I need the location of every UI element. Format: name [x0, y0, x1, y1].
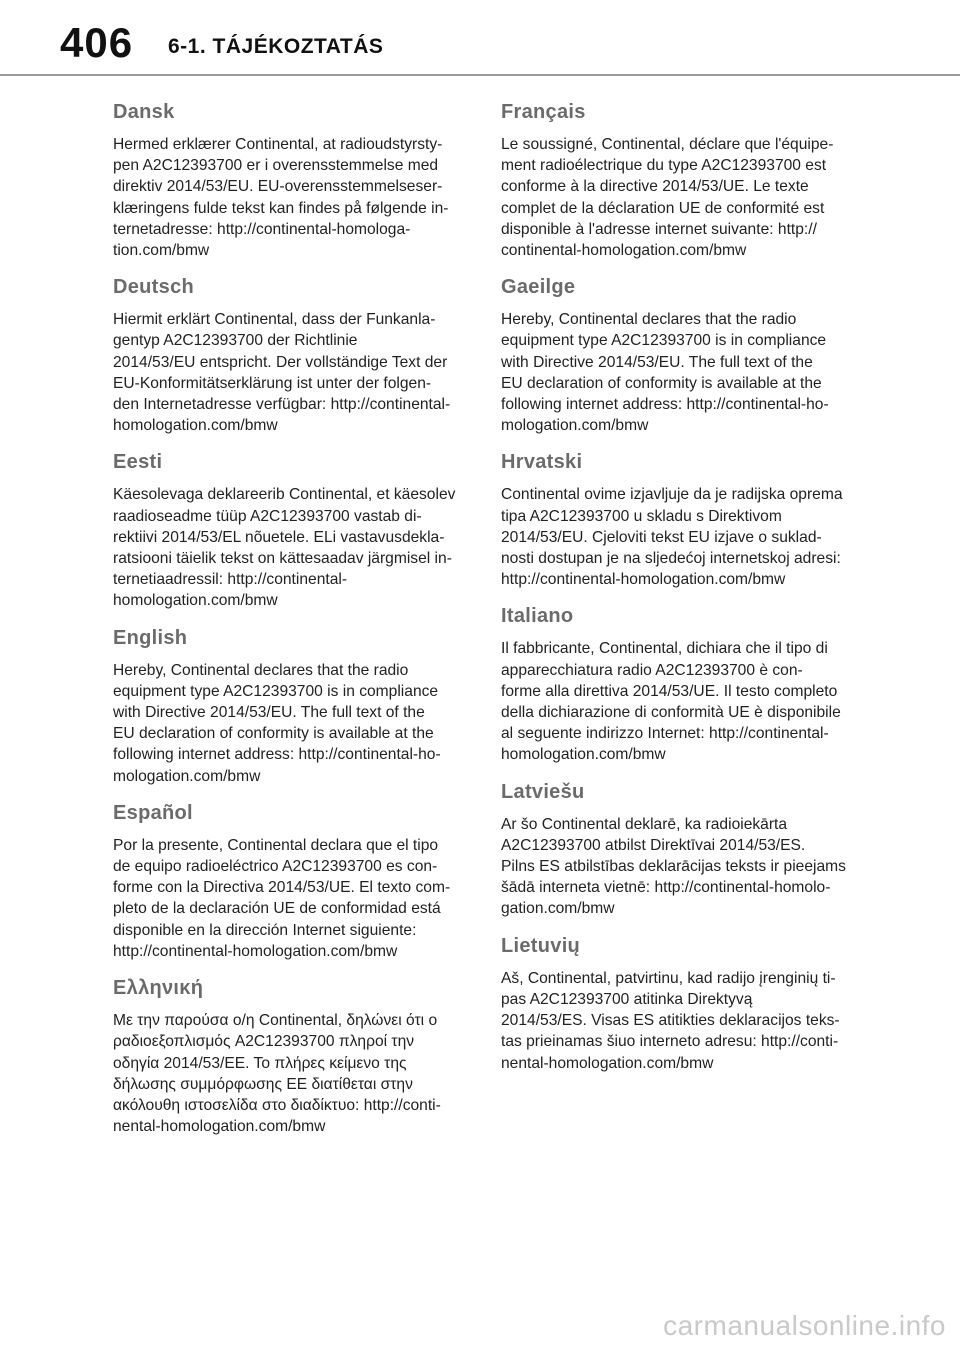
- lang-block-lietuviu: [501, 934, 853, 1074]
- section-title: 6-1. TÁJÉKOZTATÁS: [168, 35, 384, 58]
- lang-heading: Hrvatski: [501, 451, 583, 474]
- watermark: carmanualsonline.info: [663, 1310, 946, 1341]
- lang-text: Il fabbricante, Continental, dichiara che il tipo di apparecchiatura radio A2C12393700 è con- forme alla direttiva 2014/53/UE. Il testo completo della dichiarazione di conformità UE è disponibile al seguente indirizzo Internet: http://continental- homologation.com/bmw: [501, 640, 841, 764]
- lang-text: Le soussigné, Continental, déclare que l'équipe- ment radioélectrique du type A2C12393700 est conforme à la directive 2014/53/UE. Le texte complet de la déclaration UE de conformité est disponible à l'adresse internet suivante: http:// continental-homologation.com/bmw: [501, 136, 834, 260]
- lang-heading: Eesti: [113, 451, 163, 474]
- lang-heading: Français: [501, 101, 586, 123]
- lang-block-dansk: [113, 100, 465, 261]
- lang-text: Hereby, Continental declares that the radio equipment type A2C12393700 is in compliance with Directive 2014/53/EU. The full text of the EU declaration of conformity is available at the following internet address: http://continental-ho- mologation.com/bmw: [501, 311, 829, 435]
- lang-text: Käesolevaga deklareerib Continental, et käesolev raadioseadme tüüp A2C12393700 vastab di- rektiivi 2014/53/EL nõuetele. ELi vastavusdekla- ratsiooni täielik tekst on kättesaadav järgmisel in- ternetiaadressil: http://continental- homologation.com/bmw: [113, 486, 456, 610]
- lang-text: Por la presente, Continental declara que el tipo de equipo radioeléctrico A2C12393700 es con- forme con la Directiva 2014/53/UE. El texto com- pleto de la declaración UE de conformidad está disponible en la dirección Internet siguiente: http://continental-homologation.com/bmw: [113, 836, 451, 960]
- lang-block-greek: [113, 976, 465, 1137]
- right-column: [501, 100, 853, 1088]
- lang-heading: Italiano: [501, 605, 574, 628]
- lang-text: Continental ovime izjavljuje da je radijska oprema tipa A2C12393700 u skladu s Direktivom 2014/53/EU. Cjeloviti tekst EU izjave o suklad- nosti dostupan je na sljedećoj internetskoj adresi: http://continental-homologation.com/bmw: [501, 486, 843, 589]
- lang-block-hrvatski: [501, 450, 853, 590]
- lang-block-eesti: [113, 450, 465, 611]
- lang-heading: Español: [113, 801, 193, 824]
- left-column: [113, 100, 465, 1151]
- lang-text: Aš, Continental, patvirtinu, kad radijo įrenginių ti- pas A2C12393700 atitinka Direktyvą 2014/53/ES. Visas ES atitikties deklaracijos teks- tas prieinamas šiuo interneto adresu: http://conti- nental-homologation.com/bmw: [501, 969, 840, 1072]
- page-number: 406: [60, 19, 134, 66]
- lang-text: Hiermit erklärt Continental, dass der Funkanla- gentyp A2C12393700 der Richtlinie 2014/53/EU entspricht. Der vollständige Text der EU-Konformitätserklärung ist unter der folgen- den Internetadresse verfügbar: http://continental- homologation.com/bmw: [113, 311, 451, 435]
- page-header: [0, 0, 960, 90]
- lang-heading: Gaeilge: [501, 276, 576, 299]
- lang-heading: Lietuvių: [501, 934, 581, 957]
- lang-heading: English: [113, 626, 188, 649]
- lang-heading: Deutsch: [113, 276, 195, 299]
- lang-text: Hereby, Continental declares that the radio equipment type A2C12393700 is in compliance with Directive 2014/53/EU. The full text of the EU declaration of conformity is available at the following internet address: http://continental-ho- mologation.com/bmw: [113, 661, 441, 785]
- lang-block-latviesu: [501, 780, 853, 920]
- lang-heading: Ελληνική: [113, 977, 204, 1000]
- lang-heading: Dansk: [113, 101, 175, 123]
- lang-block-espanol: [113, 801, 465, 962]
- header-divider: [0, 74, 960, 76]
- lang-text: Με την παρούσα ο/η Continental, δηλώνει ότι ο ραδιοεξοπλισμός A2C12393700 πληροί την οδηγία 2014/53/ΕΕ. Το πλήρες κείμενο της δήλωσης συμμόρφωσης ΕΕ διατίθεται στην ακόλουθη ιστοσελίδα στο διαδίκτυο: http://conti- nental-homologation.com/bmw: [113, 1012, 441, 1136]
- lang-block-english: [113, 626, 465, 787]
- lang-heading: Latviešu: [501, 780, 585, 803]
- lang-block-gaeilge: [501, 275, 853, 436]
- lang-text: Ar šo Continental deklarē, ka radioiekārta A2C12393700 atbilst Direktīvai 2014/53/ES. Pilns ES atbilstības deklarācijas teksts ir pieejams šādā interneta vietnē: http://continental-homolo- gation.com/bmw: [501, 815, 846, 918]
- lang-block-deutsch: [113, 275, 465, 436]
- lang-block-italiano: [501, 604, 853, 765]
- lang-text: Hermed erklærer Continental, at radioudstyrsty- pen A2C12393700 er i overensstemmelse med direktiv 2014/53/EU. EU-overensstemmelseser- klæringens fulde tekst kan findes på følgende in- ternetadresse: http://continental-homologa- tion.com/bmw: [113, 136, 449, 260]
- lang-block-francais: [501, 100, 853, 261]
